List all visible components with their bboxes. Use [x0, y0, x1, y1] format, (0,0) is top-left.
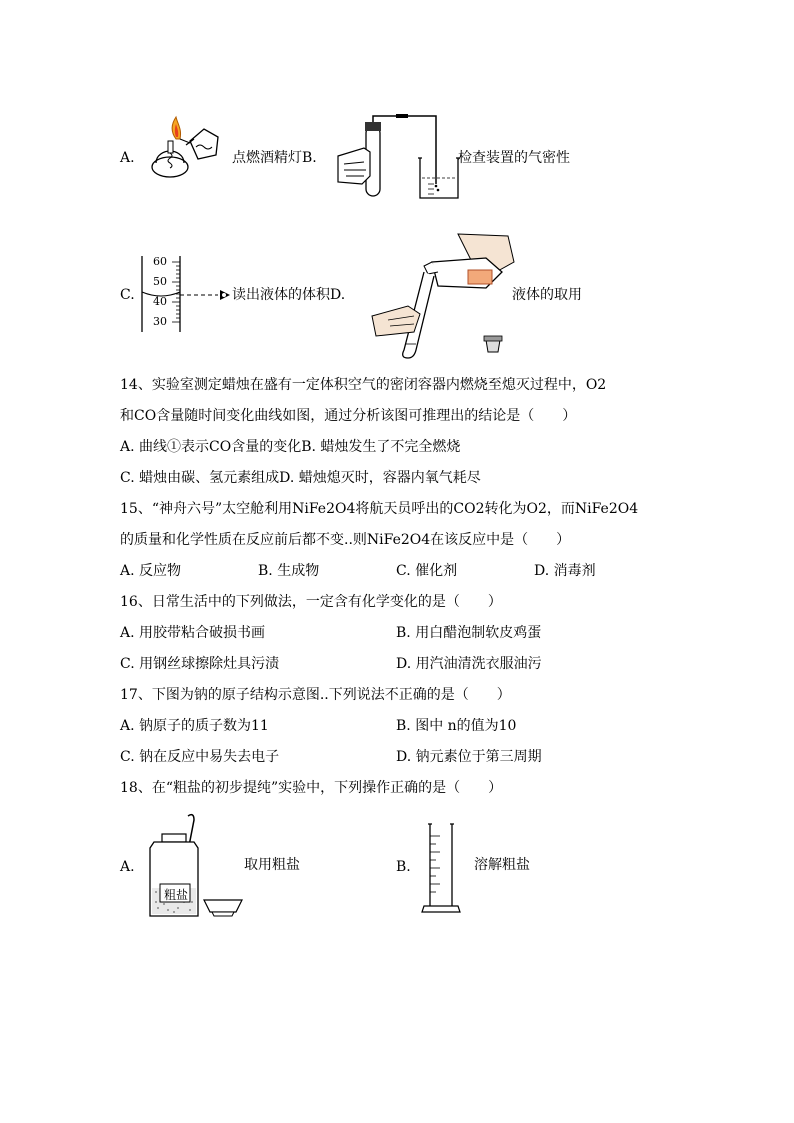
cylinder-tick-40: 40 [153, 295, 167, 308]
q15-option-c: C. 催化剂 [396, 563, 458, 579]
option-b-text: 检查装置的气密性 [458, 150, 570, 166]
q17-option-d: D. 钠元素位于第三周期 [396, 749, 542, 765]
option-d-text: 液体的取用 [512, 287, 582, 303]
option-a-label: A. [120, 150, 135, 166]
cylinder-tick-50: 50 [153, 275, 167, 288]
option-c-label: C. [120, 287, 135, 303]
q18-option-a-label: A. [120, 859, 135, 875]
cylinder-tick-30: 30 [153, 315, 167, 328]
q15-option-d: D. 消毒剂 [534, 563, 596, 579]
q16-option-a: A. 用胶带粘合破损书画 [120, 625, 266, 641]
liquid-pouring-figure [368, 232, 518, 360]
q14-options-line2: C. 蜡烛由碳、氢元素组成D. 蜡烛熄灭时，容器内氧气耗尽 [120, 470, 481, 486]
jar-label: 粗盐 [164, 888, 189, 902]
airtightness-check-figure [336, 112, 462, 202]
salt-jar-figure [148, 812, 246, 922]
option-c-text: 读出液体的体积D. [232, 287, 346, 303]
q14-options-line1: A. 曲线①表示CO含量的变化B. 蜡烛发生了不完全燃烧 [120, 439, 461, 455]
option-a-text: 点燃酒精灯B. [232, 150, 317, 166]
q16-stem: 16、日常生活中的下列做法，一定含有化学变化的是（ ） [120, 594, 502, 610]
q17-option-b: B. 图中 n的值为10 [396, 718, 517, 734]
q14-stem-line1: 14、实验室测定蜡烛在盛有一定体积空气的密闭容器内燃烧至熄灭过程中，O2 [120, 377, 607, 393]
q17-option-c: C. 钠在反应中易失去电子 [120, 749, 280, 765]
q18-option-b-text: 溶解粗盐 [474, 857, 530, 873]
q15-stem-line2: 的质量和化学性质在反应前后都不变..则NiFe2O4在该反应中是（ ） [120, 532, 571, 548]
cylinder-tick-60: 60 [153, 255, 167, 268]
q15-option-a: A. 反应物 [120, 563, 182, 579]
q18-option-a-text: 取用粗盐 [244, 857, 300, 873]
q17-stem: 17、下图为钠的原子结构示意图..下列说法不正确的是（ ） [120, 687, 511, 703]
q16-option-c: C. 用钢丝球擦除灶具污渍 [120, 656, 280, 672]
q16-option-b: B. 用白醋泡制软皮鸡蛋 [396, 625, 542, 641]
q14-stem-line2: 和CO含量随时间变化曲线如图，通过分析该图可推理出的结论是（ ） [120, 408, 577, 424]
q18-option-b-label: B. [396, 859, 411, 875]
q16-option-d: D. 用汽油清洗衣服油污 [396, 656, 542, 672]
bottle-label [468, 270, 492, 284]
q15-option-b: B. 生成物 [258, 563, 320, 579]
q15-stem-line1: 15、“神舟六号”太空舱利用NiFe2O4将航天员呼出的CO2转化为O2，而NiFe2O4 [120, 501, 639, 517]
q17-option-a: A. 钠原子的质子数为11 [120, 718, 269, 734]
alcohol-lamp-figure [146, 115, 230, 181]
graduated-cylinder-figure [420, 822, 464, 916]
q18-stem: 18、在“粗盐的初步提纯”实验中，下列操作正确的是（ ） [120, 780, 503, 796]
